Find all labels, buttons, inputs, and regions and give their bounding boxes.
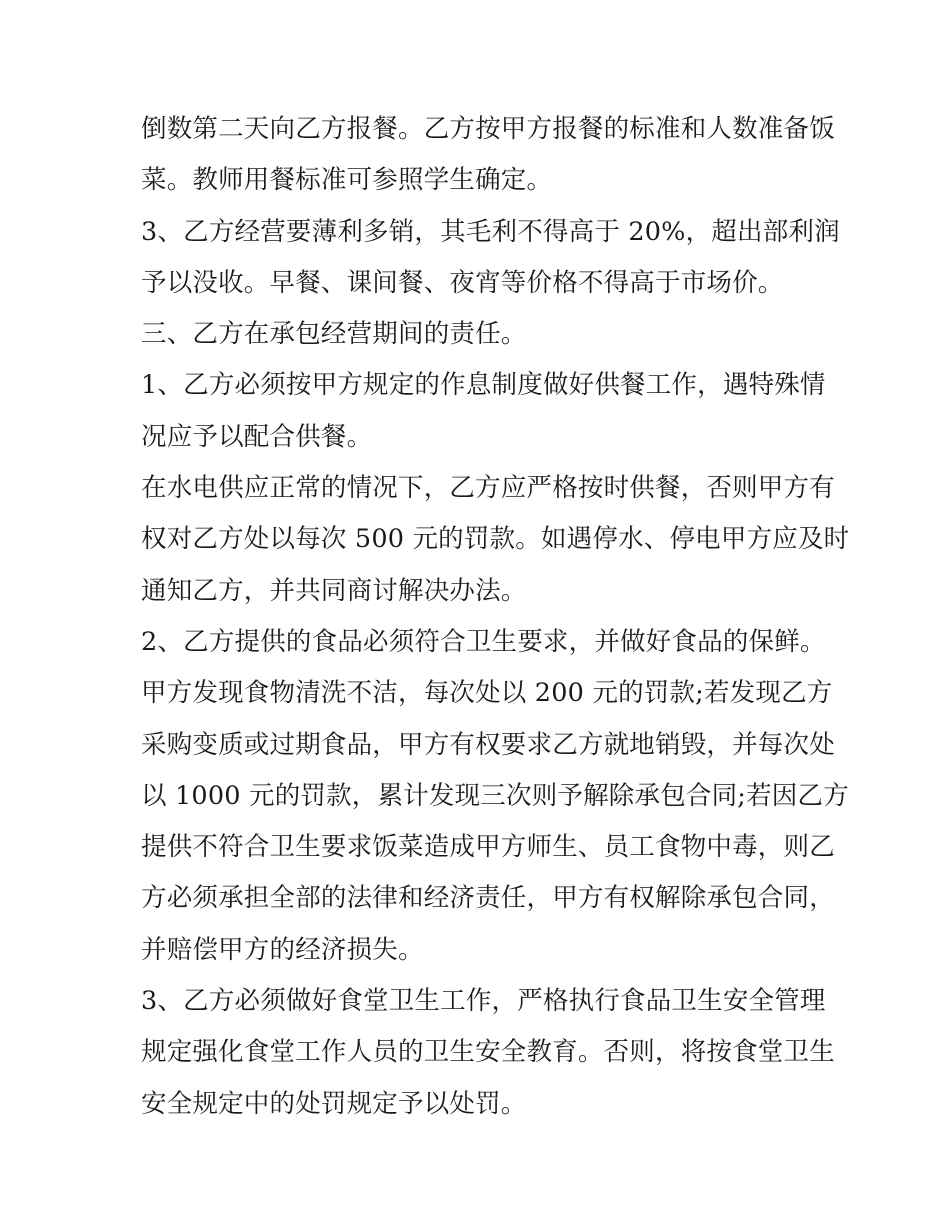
- text-line: 3、乙方必须做好食堂卫生工作，严格执行食品卫生安全管理: [141, 986, 826, 1017]
- text-line: 菜。教师用餐标准可参照学生确定。: [141, 165, 553, 196]
- text-line: 况应予以配合供餐。: [141, 421, 373, 452]
- text-line: 安全规定中的处罚规定予以处罚。: [141, 1088, 527, 1119]
- text-line: 通知乙方，并共同商讨解决办法。: [141, 575, 527, 606]
- text-line: 方必须承担全部的法律和经济责任，甲方有权解除承包合同，: [141, 883, 835, 914]
- document-body: [141, 104, 850, 1130]
- text-line: 权对乙方处以每次 500 元的罚款。如遇停水、停电甲方应及时: [141, 524, 850, 555]
- text-line: 倒数第二天向乙方报餐。乙方按甲方报餐的标准和人数准备饭: [141, 114, 835, 144]
- text-line: 采购变质或过期食品，甲方有权要求乙方就地销毁，并每次处: [141, 729, 835, 760]
- section-heading: 三、乙方在承包经营期间的责任。: [141, 319, 527, 350]
- text-line: 在水电供应正常的情况下，乙方应严格按时供餐，否则甲方有: [141, 473, 835, 504]
- text-line: 规定强化食堂工作人员的卫生安全教育。否则，将按食堂卫生: [141, 1037, 835, 1068]
- text-line: 甲方发现食物清洗不洁，每次处以 200 元的罚款;若发现乙方: [141, 678, 833, 709]
- text-line: 1、乙方必须按甲方规定的作息制度做好供餐工作，遇特殊情: [141, 370, 826, 401]
- text-line: 予以没收。早餐、课间餐、夜宵等价格不得高于市场价。: [141, 267, 784, 298]
- text-line: 并赔偿甲方的经济损失。: [141, 934, 424, 965]
- text-line: 以 1000 元的罚款，累计发现三次则予解除承包合同;若因乙方: [141, 780, 849, 811]
- text-line: 提供不符合卫生要求饭菜造成甲方师生、员工食物中毒，则乙: [141, 832, 835, 863]
- text-line: 3、乙方经营要薄利多销，其毛利不得高于 20%，超出部利润: [141, 216, 840, 247]
- text-line: 2、乙方提供的食品必须符合卫生要求，并做好食品的保鲜。: [141, 626, 826, 657]
